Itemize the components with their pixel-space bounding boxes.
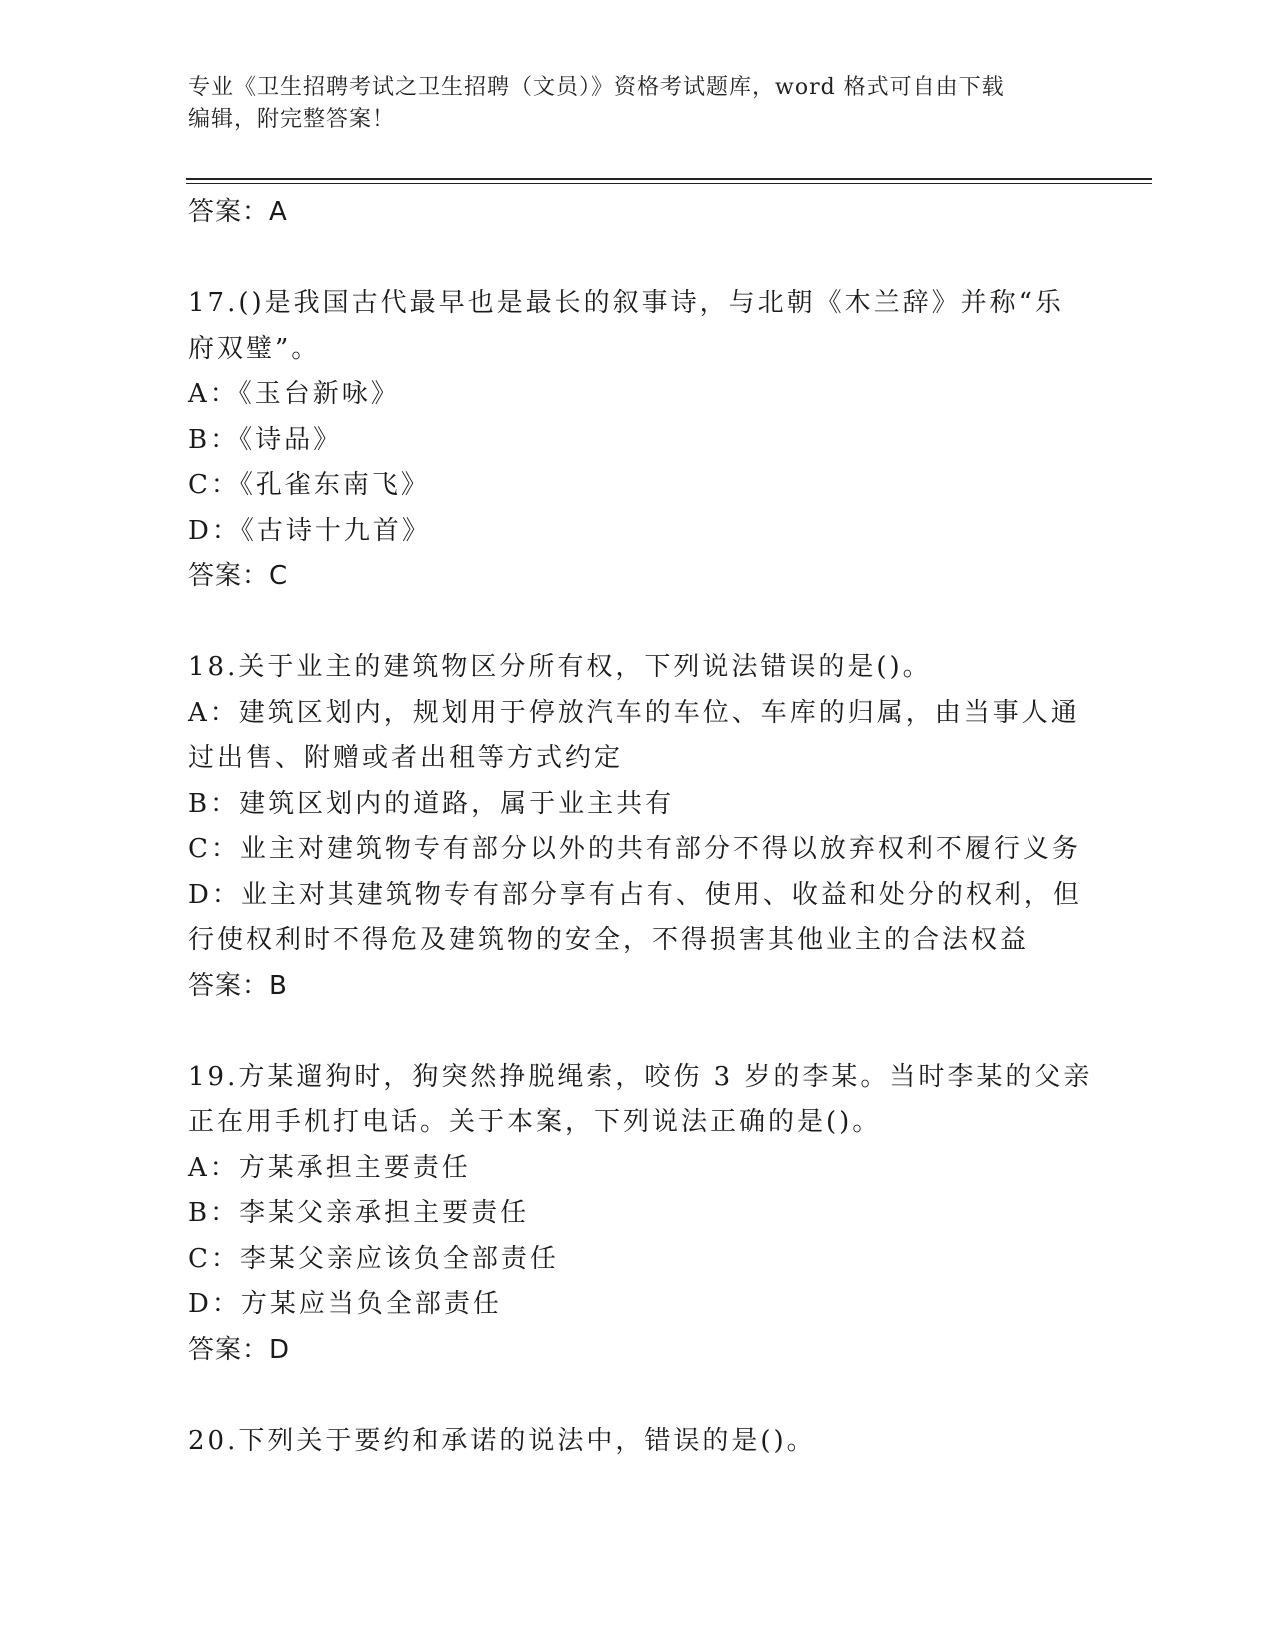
- question-20: [188, 1419, 1088, 1465]
- question-18-option-d-line-2: 行使权利时不得危及建筑物的安全，不得损害其他业主的合法权益: [188, 925, 1030, 955]
- spacer: [188, 1009, 1088, 1055]
- header-divider-thin: [186, 183, 1152, 184]
- question-17-option-d: D：《古诗十九首》: [188, 515, 431, 546]
- question-17-option-a: A：《玉台新咏》: [188, 379, 400, 409]
- header-line-1: 专业《卫生招聘考试之卫生招聘（文员）》资格考试题库，word 格式可自由下载: [188, 75, 1005, 100]
- question-17: [188, 281, 1088, 600]
- question-list: [188, 190, 1093, 1464]
- question-19-answer: 答案：D: [188, 1334, 291, 1365]
- question-19-option-a: A：方某承担主要责任: [188, 1152, 471, 1183]
- question-20-stem-line-1: 20.下列关于要约和承诺的说法中，错误的是()。: [188, 1425, 816, 1456]
- spacer: [188, 1373, 1088, 1419]
- question-18: [188, 645, 1088, 1009]
- header-divider-thick: [186, 178, 1152, 180]
- header-line-2: 编辑，附完整答案！: [188, 107, 396, 132]
- question-18-option-a-line-2: 过出售、附赠或者出租等方式约定: [188, 743, 624, 773]
- question-19: [188, 1055, 1093, 1374]
- question-19-option-d: D：方某应当负全部责任: [188, 1289, 502, 1319]
- question-19-option-b: B：李某父亲承担主要责任: [188, 1198, 530, 1228]
- question-17-stem-line-2: 府双璧”。: [188, 333, 321, 364]
- question-19-stem-line-1: 19.方某遛狗时，狗突然挣脱绳索，咬伤 3 岁的李某。当时李某的父亲: [188, 1061, 1093, 1092]
- question-18-option-a-line-1: A：建筑区划内，规划用于停放汽车的车位、车库的归属，由当事人通: [188, 697, 1080, 728]
- question-18-option-b: B：建筑区划内的道路，属于业主共有: [188, 788, 675, 819]
- question-17-answer: 答案：C: [188, 561, 289, 591]
- question-19-stem-line-2: 正在用手机打电话。关于本案，下列说法正确的是()。: [188, 1107, 882, 1137]
- question-17-stem-line-1: 17.()是我国古代最早也是最长的叙事诗，与北朝《木兰辞》并称“乐: [188, 288, 1064, 318]
- spacer: [188, 600, 1088, 646]
- question-19-option-c: C：李某父亲应该负全部责任: [188, 1243, 559, 1274]
- question-17-option-b: B：《诗品》: [188, 424, 343, 455]
- question-18-option-d-line-1: D：业主对其建筑物专有部分享有占有、使用、收益和处分的权利，但: [188, 879, 1082, 910]
- spacer: [188, 236, 1088, 282]
- document-header: [188, 72, 1078, 136]
- answer-16: 答案：A: [188, 197, 288, 227]
- question-17-option-c: C：《孔雀东南飞》: [188, 470, 430, 500]
- question-18-stem-line-1: 18.关于业主的建筑物区分所有权，下列说法错误的是()。: [188, 652, 932, 682]
- question-18-option-c: C：业主对建筑物专有部分以外的共有部分不得以放弃权利不履行义务: [188, 834, 1081, 864]
- question-18-answer: 答案：B: [188, 970, 288, 1001]
